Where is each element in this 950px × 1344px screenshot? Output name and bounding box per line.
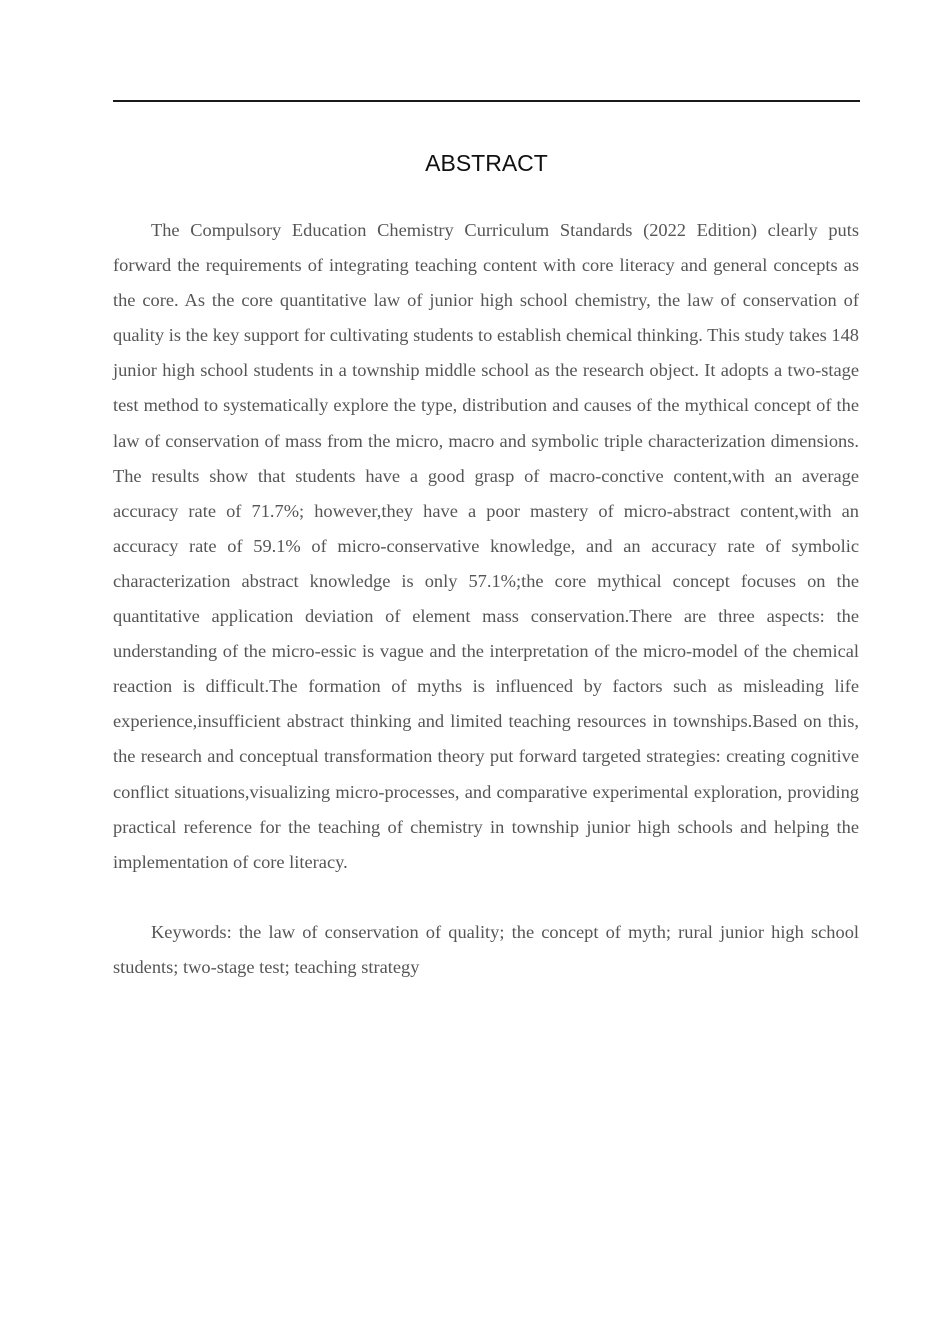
abstract-title: ABSTRACT	[425, 150, 548, 176]
keywords-paragraph: Keywords: the law of conservation of quality; the concept of myth; rural junior high school students; two-stage test; teaching strategy	[113, 922, 859, 978]
abstract-paragraph: The Compulsory Education Chemistry Curriculum Standards (2022 Edition) clearly puts forward the requirements of integrating teaching content with core literacy and general concepts as the core. As the core quantitative law of junior high school chemistry, the law of conservation of quality is the key support for cultivating students to establish chemical thinking. This study takes 148 junior high school students in a township middle school as the research object. It adopts a two-stage test method to systematically explore the type, distribution and causes of the mythical concept of the law of conservation of mass from the micro, macro and symbolic triple characterization dimensions. The results show that students have a good grasp of macro-conctive content,with an average accuracy rate of 71.7%; however,they have a poor mastery of micro-abstract content,with an accuracy rate of 59.1% of micro-conservative knowledge, and an accuracy rate of symbolic characterization abstract knowledge is only 57.1%;the core mythical concept focuses on the quantitative application deviation of element mass conservation.There are three aspects: the understanding of the micro-essic is vague and the interpretation of the micro-model of the chemical reaction is difficult.The formation of myths is influenced by factors such as misleading life experience,insufficient abstract thinking and limited teaching resources in townships.Based on this, the research and conceptual transformation theory put forward targeted strategies: creating cognitive conflict situations,visualizing micro-processes, and comparative experimental exploration, providing practical reference for the teaching of chemistry in township junior high schools and helping the implementation of core literacy.	[113, 220, 859, 872]
header-rule	[113, 100, 860, 102]
